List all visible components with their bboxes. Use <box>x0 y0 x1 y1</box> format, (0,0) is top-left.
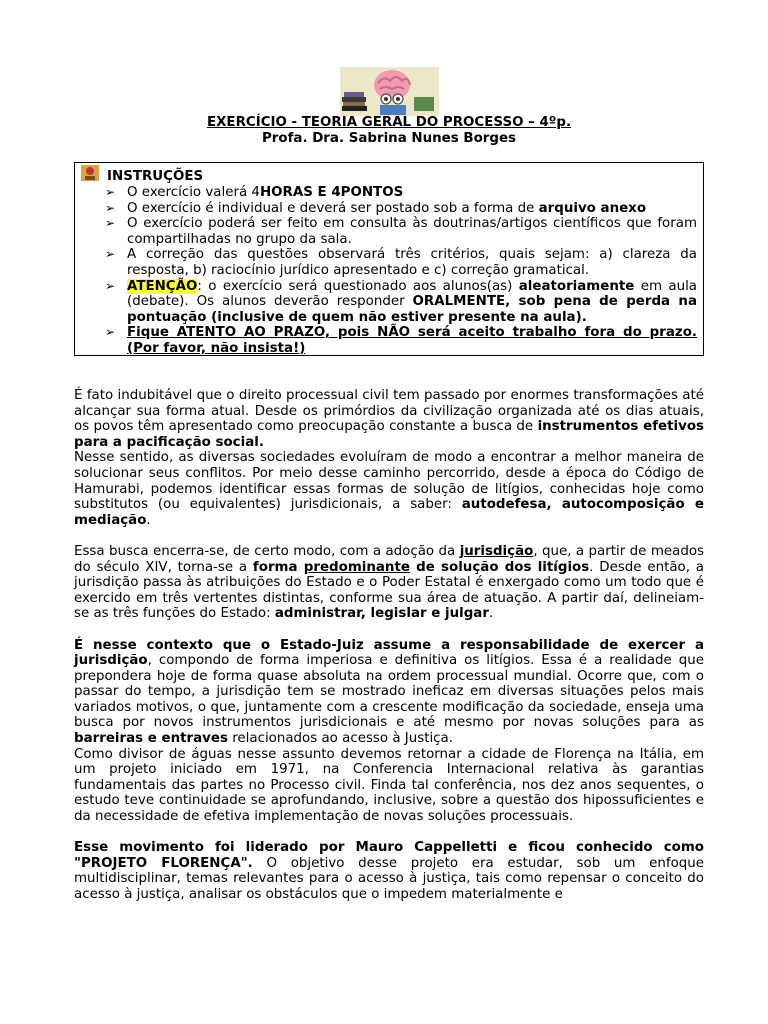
text-run: , compondo de forma imperiosa e definitiva os litígios. Essa é a realidade que prepondera hoje de forma quase absoluta na ordem processual mundial. Ocorre que, com o passar do tempo, a jurisdição tem se mostrado ineficaz em diversas situações pelos mais variados motivos, o que, juntamente com a crescente modificação da sociedade, enseja uma busca por novos instrumentos jurisdicionais e até mesmo por novas soluções para as <box>74 653 704 731</box>
text-run: arquivo anexo <box>538 200 647 216</box>
text-run: forma <box>252 559 304 575</box>
text-run: O objetivo desse projeto era estudar, sob um enfoque multidisciplinar, temas relevantes para o acesso à justiça, tais como repensar o conceito do acesso à justiça, analisar os obstáculos que o impedem materialmente e <box>74 855 704 902</box>
instruction-item <box>75 247 703 278</box>
text-run: predominante <box>303 559 410 575</box>
text-run: Esse movimento foi liderado por Mauro Cappelletti e ficou conhecido como "PROJETO FLORENÇA". <box>74 840 704 871</box>
paragraph-spacer <box>74 528 704 544</box>
text-run: . <box>146 512 151 528</box>
arrow-bullet-icon: ➢ <box>105 185 116 199</box>
text-run: É nesse contexto que o Estado-Juiz assume a responsabilidade de exercer a jurisdição <box>74 637 704 669</box>
body-paragraph <box>74 388 704 450</box>
text-run: . <box>488 606 494 622</box>
page-subtitle: Profa. Dra. Sabrina Nunes Borges <box>261 131 517 146</box>
text-run: ORALMENTE, sob pena de perda na pontuação (inclusive de quem não estiver presente na aula). <box>127 294 697 325</box>
text-run: É fato indubitável que o direito processual civil tem passado por enormes transformações até alcançar sua forma atual. Desde os primórdios da civilização organizada até os dias atuais, os povos têm apresentado como preocupação constante a busca de <box>74 388 704 435</box>
text-run: Fique ATENTO AO PRAZO, pois NÃO será aceito trabalho fora do prazo. (Por favor, não insista!) <box>127 325 697 356</box>
instruction-item <box>75 185 703 201</box>
text-run: relacionados ao acesso à Justiça. <box>227 731 454 747</box>
instructions-box <box>74 162 704 356</box>
text-run: jurisdição <box>459 543 534 559</box>
text-run: Como divisor de águas nesse assunto devemos retornar a cidade de Florença na Itália, em um projeto iniciado em 1971, na Conferencia Internacional relativa às garantias fundamentais das partes no Processo civil. Finda tal conferência, nos dez anos sequentes, o estudo teve continuidade se aprofundando, inclusive, sobre a questão dos hipossuficientes e da necessidade de efetiva implementação de novas soluções processuais. <box>74 746 704 825</box>
text-run: administrar, legislar e julgar <box>274 606 489 622</box>
text-run: O exercício poderá ser feito em consulta às doutrinas/artigos científicos que foram compartilhadas no grupo da sala. <box>127 216 697 247</box>
text-run: . Desde então, a jurisdição passa às atribuições do Estado e o Poder Estatal é enxergado como um todo que é exercido em três vertentes distintas, conforme sua área de atuação. A partir daí, delineiam-se as três funções do Estado: <box>74 559 705 622</box>
instructions-badge-icon <box>81 165 99 181</box>
text-run: ATENÇÃO <box>127 278 198 294</box>
text-run: : o exercício será questionado aos alunos(as) <box>197 278 519 294</box>
text-run: barreiras e entraves <box>74 731 228 747</box>
page-title: EXERCÍCIO - TEORIA GERAL DO PROCESSO – 4ºp. <box>206 115 572 130</box>
arrow-bullet-icon: ➢ <box>105 325 116 340</box>
instructions-list <box>75 185 703 357</box>
text-run: Nesse sentido, as diversas sociedades evoluíram de modo a encontrar a melhor maneira de solucionar seus conflitos. Por meio desse caminho percorrido, desde a época do Código de Hamurabi, podemos identificar essas formas de solução de litígios, conhecidas hoje como substitutos (ou equivalentes) jurisdicionais, a saber: <box>74 450 704 513</box>
text-run: de solução dos litígios <box>409 559 590 575</box>
text-run: Essa busca encerra-se, de certo modo, com a adoção da <box>74 543 460 559</box>
instruction-item <box>75 325 703 356</box>
arrow-bullet-icon: ➢ <box>105 216 116 231</box>
paragraph-spacer <box>74 825 704 841</box>
arrow-bullet-icon: ➢ <box>105 278 116 293</box>
instructions-heading: INSTRUÇÕES <box>107 169 204 184</box>
instruction-item <box>75 201 703 217</box>
brain-illustration-graphic <box>340 67 439 116</box>
body-paragraph <box>74 747 704 825</box>
text-run: autodefesa, autocomposição e mediação <box>74 497 704 528</box>
text-run: em aula (debate). Os alunos deverão responder <box>127 278 697 310</box>
body-paragraph <box>74 840 704 902</box>
arrow-bullet-icon: ➢ <box>105 200 116 215</box>
body-paragraph <box>74 638 704 747</box>
document-body <box>74 388 704 903</box>
body-paragraph <box>74 450 704 528</box>
paragraph-spacer <box>74 622 704 638</box>
text-run: O exercício valerá 4 <box>127 185 260 200</box>
instruction-item <box>75 279 703 326</box>
text-run: instrumentos efetivos para a pacificação social. <box>74 419 705 450</box>
brain-books-illustration <box>340 67 439 116</box>
instruction-item <box>75 216 703 247</box>
text-run: , que, a partir de meados do século XIV, torna-se a <box>74 543 704 575</box>
body-paragraph <box>74 544 704 622</box>
text-run: O exercício é individual e deverá ser postado sob a forma de <box>127 200 539 216</box>
text-run: aleatoriamente <box>518 278 635 294</box>
text-run: HORAS E 4PONTOS <box>259 185 404 200</box>
text-run: A correção das questões observará três critérios, quais sejam: a) clareza da resposta, b) raciocínio jurídico apresentado e c) correção gramatical. <box>127 247 697 278</box>
arrow-bullet-icon: ➢ <box>105 247 116 262</box>
